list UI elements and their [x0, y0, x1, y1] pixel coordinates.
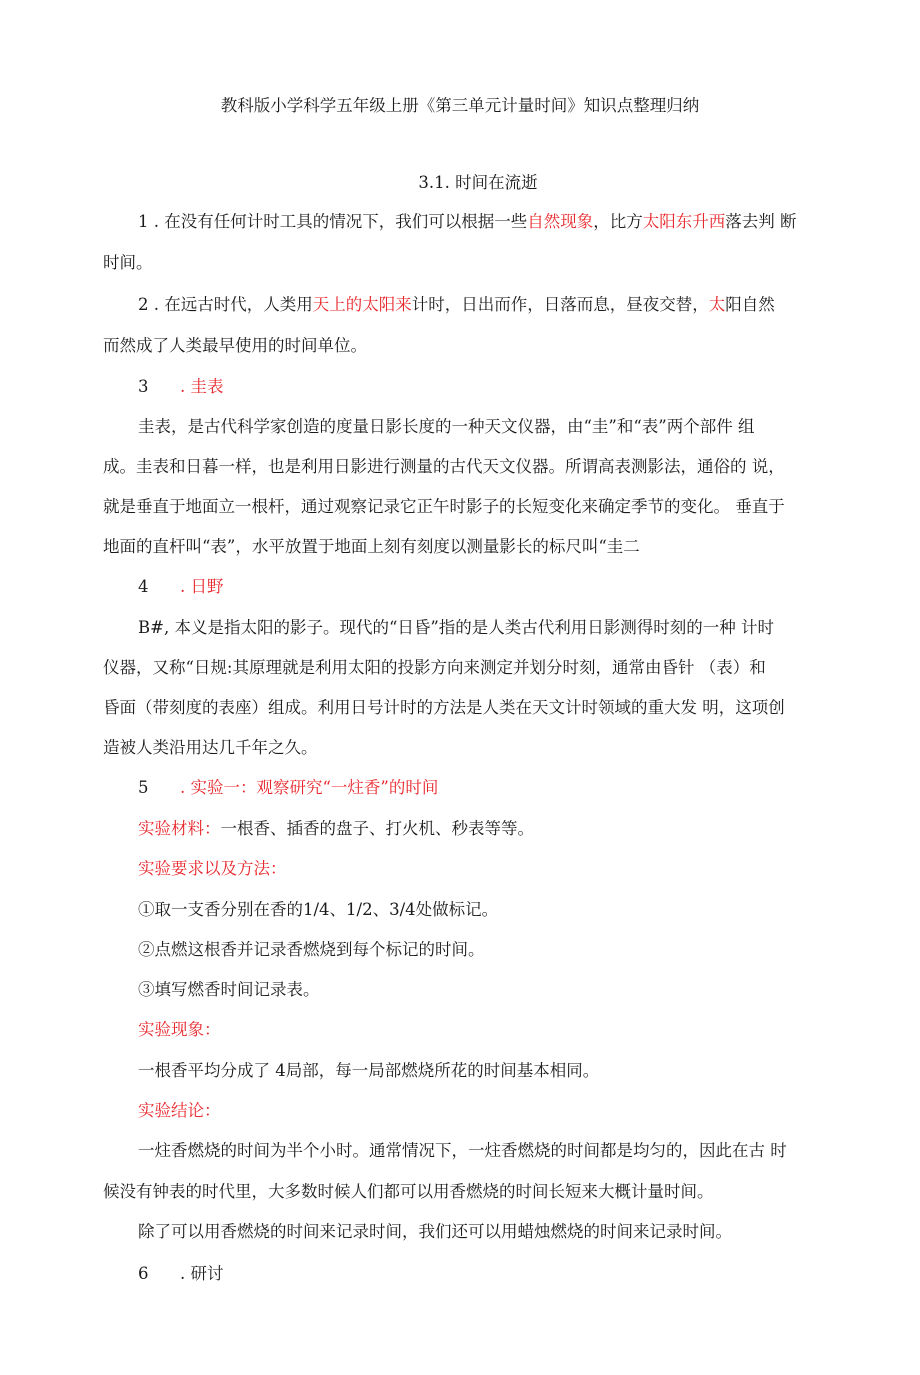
- paragraph-3-line-4: 地面的直杆叫“表”，水平放置于地面上刻有刻度以测量影长的标尺叫“圭二: [103, 537, 640, 556]
- conclusion-label: 实验结论：: [138, 1101, 221, 1120]
- highlight: 自然现象: [527, 212, 594, 231]
- document-title: 教科版小学科学五年级上册《第三单元计量时间》知识点整理归纳: [220, 96, 700, 115]
- heading-6-number: 6: [138, 1264, 149, 1283]
- text: 计时，日出而作，日落而息，昼夜交替，: [411, 295, 709, 314]
- materials-line: [138, 818, 534, 840]
- highlight: 天上的太阳来: [312, 295, 412, 314]
- conclusion-line-1: 一炷香燃烧的时间为半个小时。通常情况下，一炷香燃烧的时间都是均匀的，因此在古 时: [138, 1141, 787, 1160]
- heading-4-label: . 日野: [180, 577, 224, 596]
- text: ，比方: [593, 212, 643, 231]
- materials-text: 一根香、插香的盘子、打火机、秒表等等。: [220, 819, 534, 838]
- conclusion-line-2: 候没有钟表的时代里，大多数时候人们都可以用香燃烧的时间长短来大概计量时间。: [103, 1182, 714, 1201]
- candle-line: 除了可以用香燃烧的时间来记录时间，我们还可以用蜡烛燃烧的时间来记录时间。: [138, 1222, 732, 1241]
- heading-6-label: . 研讨: [180, 1264, 224, 1283]
- materials-label: 实验材料：: [138, 819, 221, 838]
- paragraph-4-line-3: 昏面（带刻度的表座）组成。利用日号计时的方法是人类在天文计时领域的重大发 明，这项创: [103, 698, 785, 717]
- method-label: 实验要求以及方法：: [138, 859, 287, 878]
- paragraph-1-line-1: [138, 211, 796, 233]
- paragraph-3-line-2: 成。圭表和日暮一样，也是利用日影进行测量的古代天文仪器。所谓高表测影法，通俗的 说，: [103, 457, 785, 476]
- section-heading: 3.1. 时间在流逝: [418, 173, 538, 192]
- paragraph-2-line-1: [138, 294, 775, 316]
- paragraph-3-line-3: 就是垂直于地面立一根杆，通过观察记录它正午时影子的长短变化来确定季节的变化。 垂直于: [103, 497, 785, 516]
- heading-3-label: . 圭表: [180, 377, 224, 396]
- text: 落去判 断: [725, 212, 797, 231]
- paragraph-1-line-2: 时间。: [103, 253, 153, 272]
- paragraph-2-line-2: 而然成了人类最早使用的时间单位。: [103, 336, 367, 355]
- step-1: ①取一支香分别在香的1/4、1/2、3/4处做标记。: [138, 900, 499, 919]
- heading-3-number: 3: [138, 377, 149, 396]
- paragraph-4-line-2: 仪器，又称“日规:其原理就是利用太阳的投影方向来测定并划分时刻，通常由昏针 （表）和: [103, 658, 766, 677]
- heading-5-number: 5: [138, 778, 149, 797]
- paragraph-3-line-1: 圭表，是古代科学家创造的度量日影长度的一种天文仪器，由“圭”和“表”两个部件 组: [138, 417, 755, 436]
- step-3: ③填写燃香时间记录表。: [138, 980, 320, 999]
- paragraph-4-line-4: 造被人类沿用达几千年之久。: [103, 738, 318, 757]
- step-2: ②点燃这根香并记录香燃烧到每个标记的时间。: [138, 940, 485, 959]
- highlight: 太阳东升西: [642, 212, 726, 231]
- heading-5-label: . 实验一：观察研究“一炷香”的时间: [180, 778, 439, 797]
- text: 阳自然: [725, 295, 775, 314]
- phenomenon-label: 实验现象：: [138, 1020, 221, 1039]
- paragraph-4-line-1: B#, 本义是指太阳的影子。现代的“日昏”指的是人类古代利用日影测得时刻的一种 计时: [138, 618, 775, 637]
- text: 1 . 在没有任何计时工具的情况下，我们可以根据一些: [138, 212, 528, 231]
- highlight: 太: [708, 295, 726, 314]
- text: 2 . 在远古时代，人类用: [138, 295, 313, 314]
- phenomenon-text: 一根香平均分成了 4局部，每一局部燃烧所花的时间基本相同。: [138, 1061, 600, 1080]
- heading-4-number: 4: [138, 577, 149, 596]
